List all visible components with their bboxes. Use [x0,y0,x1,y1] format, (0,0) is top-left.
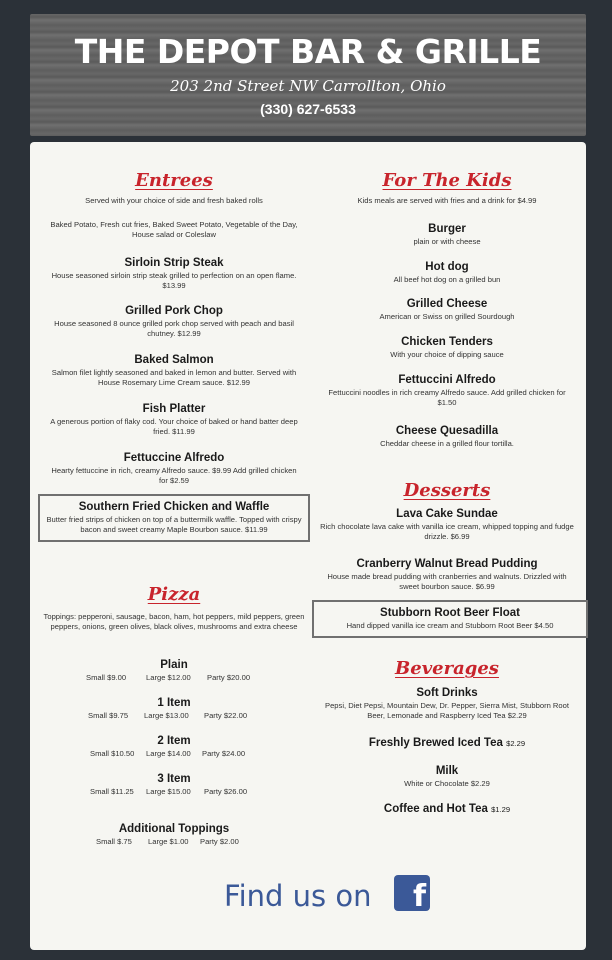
menu-item [316,373,578,408]
item-name: Soft Drinks [416,687,478,699]
menu-item [316,686,578,721]
price-party: Party $26.00 [204,787,248,796]
item-name: Grilled Pork Chop [125,305,223,317]
pizza-size-name: 1 Item [157,697,191,709]
item-desc: All beef hot dog on a grilled bun [393,275,501,284]
menu-item [42,304,306,339]
item-desc: plain or with cheese [413,237,481,246]
menu-item [316,736,578,751]
price-party: Party $24.00 [202,749,246,758]
price-small: Small $11.25 [90,787,134,796]
menu-header [30,14,586,136]
item-name: Sirloin Strip Steak [124,257,224,269]
kids-heading: For The Kids [382,170,512,191]
menu-panel [30,142,586,950]
item-name: Hot dog [425,261,469,273]
item-name: Fettuccine Alfredo [123,452,225,464]
item-name: Baked Salmon [134,354,214,366]
price-large: Large $15.00 [146,787,191,796]
entrees-heading: Entrees [135,170,213,191]
price-small: Small $10.50 [90,749,135,758]
item-name: Southern Fried Chicken and Waffle [78,501,270,513]
item-desc: Pepsi, Diet Pepsi, Mountain Dew, Dr. Pepper, Sierra Mist, Stubborn Root Beer, Lemonade and Raspberry Iced Tea $2.29 [325,701,569,720]
item-name: Fish Platter [142,403,206,415]
item-price: $1.29 [491,805,511,814]
item-desc: With your choice of dipping sauce [390,350,504,359]
facebook-icon[interactable]: f [394,875,430,911]
menu-item [316,802,578,817]
restaurant-phone: (330) 627-6533 [260,101,356,117]
restaurant-name: THE DEPOT BAR & GRILLE [74,32,542,71]
item-name: Chicken Tenders [401,336,493,348]
kids-note: Kids meals are served with fries and a drink for $4.99 [357,196,537,205]
item-price: $2.29 [506,739,526,748]
item-desc: White or Chocolate $2.29 [404,779,490,788]
menu-item [316,764,578,789]
entrees-sides: Baked Potato, Fresh cut fries, Baked Sweet Potato, Vegetable of the Day, House salad or Coleslaw [50,220,298,239]
menu-item [316,335,578,360]
pizza-toppings: Toppings: pepperoni, sausage, bacon, ham, hot peppers, mild peppers, green peppers, onions, green olives, black olives, mushrooms and extra cheese [43,612,305,631]
item-desc: House seasoned sirloin strip steak grilled to perfection on an open flame. $13.99 [51,271,297,290]
item-desc: House made bread pudding with cranberries and walnuts. Drizzled with sweet bourbon sauce. $6.99 [327,572,567,591]
price-large: Large $12.00 [146,673,191,682]
item-name: Milk [435,765,459,777]
entrees-note: Served with your choice of side and fresh baked rolls [85,196,263,205]
menu-item [316,557,578,592]
menu-item [316,507,578,542]
pizza-size-name: 3 Item [157,773,191,785]
item-name: Freshly Brewed Iced Tea [368,737,503,749]
pizza-heading: Pizza [147,584,201,605]
price-small: Small $.75 [96,837,132,846]
item-desc: House seasoned 8 ounce grilled pork chop served with peach and basil chutney. $12.99 [54,319,294,338]
menu-item [316,297,578,322]
pizza-size-name: Additional Toppings [118,823,230,835]
item-desc: Salmon filet lightly seasoned and baked in lemon and butter. Served with House Rosemary Lime Cream sauce. $12.99 [51,368,297,387]
featured-menu-item [312,600,588,638]
item-desc: Cheddar cheese in a grilled flour tortilla. [380,439,514,448]
menu-item [42,353,306,388]
item-desc: Rich chocolate lava cake with vanilla ice cream, whipped topping and fudge drizzle. $6.99 [320,522,574,541]
item-name: Cranberry Walnut Bread Pudding [356,558,538,570]
price-party: Party $20.00 [207,673,251,682]
featured-menu-item [38,494,310,542]
price-party: Party $2.00 [200,837,239,846]
desserts-heading: Desserts [403,480,491,501]
pizza-size-name: Plain [160,659,188,671]
item-name: Burger [428,223,466,235]
find-us-text: Find us on [224,879,372,913]
price-small: Small $9.75 [88,711,129,720]
item-name: Lava Cake Sundae [396,508,498,520]
price-large: Large $1.00 [148,837,189,846]
item-desc: American or Swiss on grilled Sourdough [379,312,515,321]
menu-item [316,222,578,247]
price-small: Small $9.00 [86,673,127,682]
item-name: Grilled Cheese [406,298,488,310]
item-name: Cheese Quesadilla [395,425,499,437]
beverages-heading: Beverages [395,658,499,679]
item-name: Stubborn Root Beer Float [380,607,520,619]
menu-item [316,424,578,449]
menu-item [316,260,578,285]
item-desc: Butter fried strips of chicken on top of a buttermilk waffle. Topped with crispy bacon and sweet creamy Maple Bourbon sauce. $11.99 [46,515,302,534]
price-party: Party $22.00 [204,711,248,720]
item-name: Fettuccini Alfredo [398,374,496,386]
item-name: Coffee and Hot Tea [383,803,488,815]
pizza-size-name: 2 Item [157,735,191,747]
price-large: Large $13.00 [144,711,189,720]
menu-item [42,451,306,486]
item-desc: Hearty fettuccine in rich, creamy Alfredo sauce. $9.99 Add grilled chicken for $2.59 [51,466,297,485]
price-large: Large $14.00 [146,749,191,758]
item-desc: Fettuccini noodles in rich creamy Alfredo sauce. Add grilled chicken for $1.50 [328,388,566,407]
item-desc: Hand dipped vanilla ice cream and Stubborn Root Beer $4.50 [346,621,554,630]
item-desc: A generous portion of flaky cod. Your choice of baked or hand batter deep fried. $11.99 [50,417,298,436]
menu-item [42,256,306,291]
restaurant-address: 203 2nd Street NW Carrollton, Ohio [170,77,446,95]
menu-item [42,402,306,437]
